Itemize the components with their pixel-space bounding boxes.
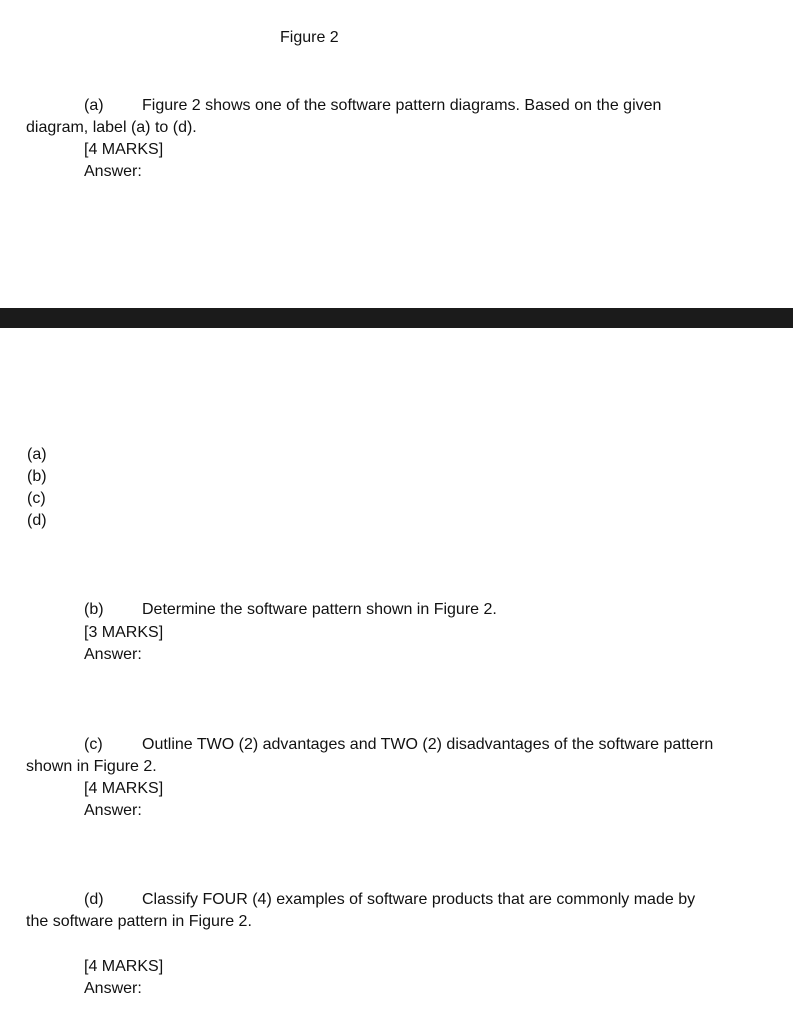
question-d-text: Classify FOUR (4) examples of software products that are commonly made by bbox=[142, 891, 696, 908]
question-c-marks: [4 MARKS] bbox=[84, 780, 164, 797]
question-d-marks: [4 MARKS] bbox=[84, 958, 164, 975]
question-d-text-cont: the software pattern in Figure 2. bbox=[26, 913, 252, 930]
question-a-answer-label: Answer: bbox=[84, 163, 142, 180]
question-a-marks: [4 MARKS] bbox=[84, 141, 164, 158]
answer-label-list bbox=[27, 444, 47, 532]
question-b-answer-label: Answer: bbox=[84, 646, 142, 663]
question-a-text: Figure 2 shows one of the software pattern diagrams. Based on the given bbox=[142, 97, 662, 114]
answer-label-a: (a) bbox=[27, 446, 47, 463]
question-b-text: Determine the software pattern shown in Figure 2. bbox=[142, 601, 497, 618]
question-b-marks: [3 MARKS] bbox=[84, 624, 164, 641]
question-c-text: Outline TWO (2) advantages and TWO (2) disadvantages of the software pattern bbox=[142, 736, 714, 753]
question-d-label: (d) bbox=[84, 891, 104, 908]
question-c-answer-label: Answer: bbox=[84, 802, 142, 819]
question-c-label: (c) bbox=[84, 736, 103, 753]
answer-label-c: (c) bbox=[27, 490, 46, 507]
question-a-text-cont: diagram, label (a) to (d). bbox=[26, 119, 197, 136]
question-a-label: (a) bbox=[84, 97, 104, 114]
answer-label-b: (b) bbox=[27, 468, 47, 485]
divider-bar bbox=[0, 308, 793, 328]
question-b-label: (b) bbox=[84, 601, 104, 618]
question-d-answer-label: Answer: bbox=[84, 980, 142, 997]
figure-caption: Figure 2 bbox=[280, 29, 339, 46]
answer-label-d: (d) bbox=[27, 512, 47, 529]
question-c-text-cont: shown in Figure 2. bbox=[26, 758, 157, 775]
